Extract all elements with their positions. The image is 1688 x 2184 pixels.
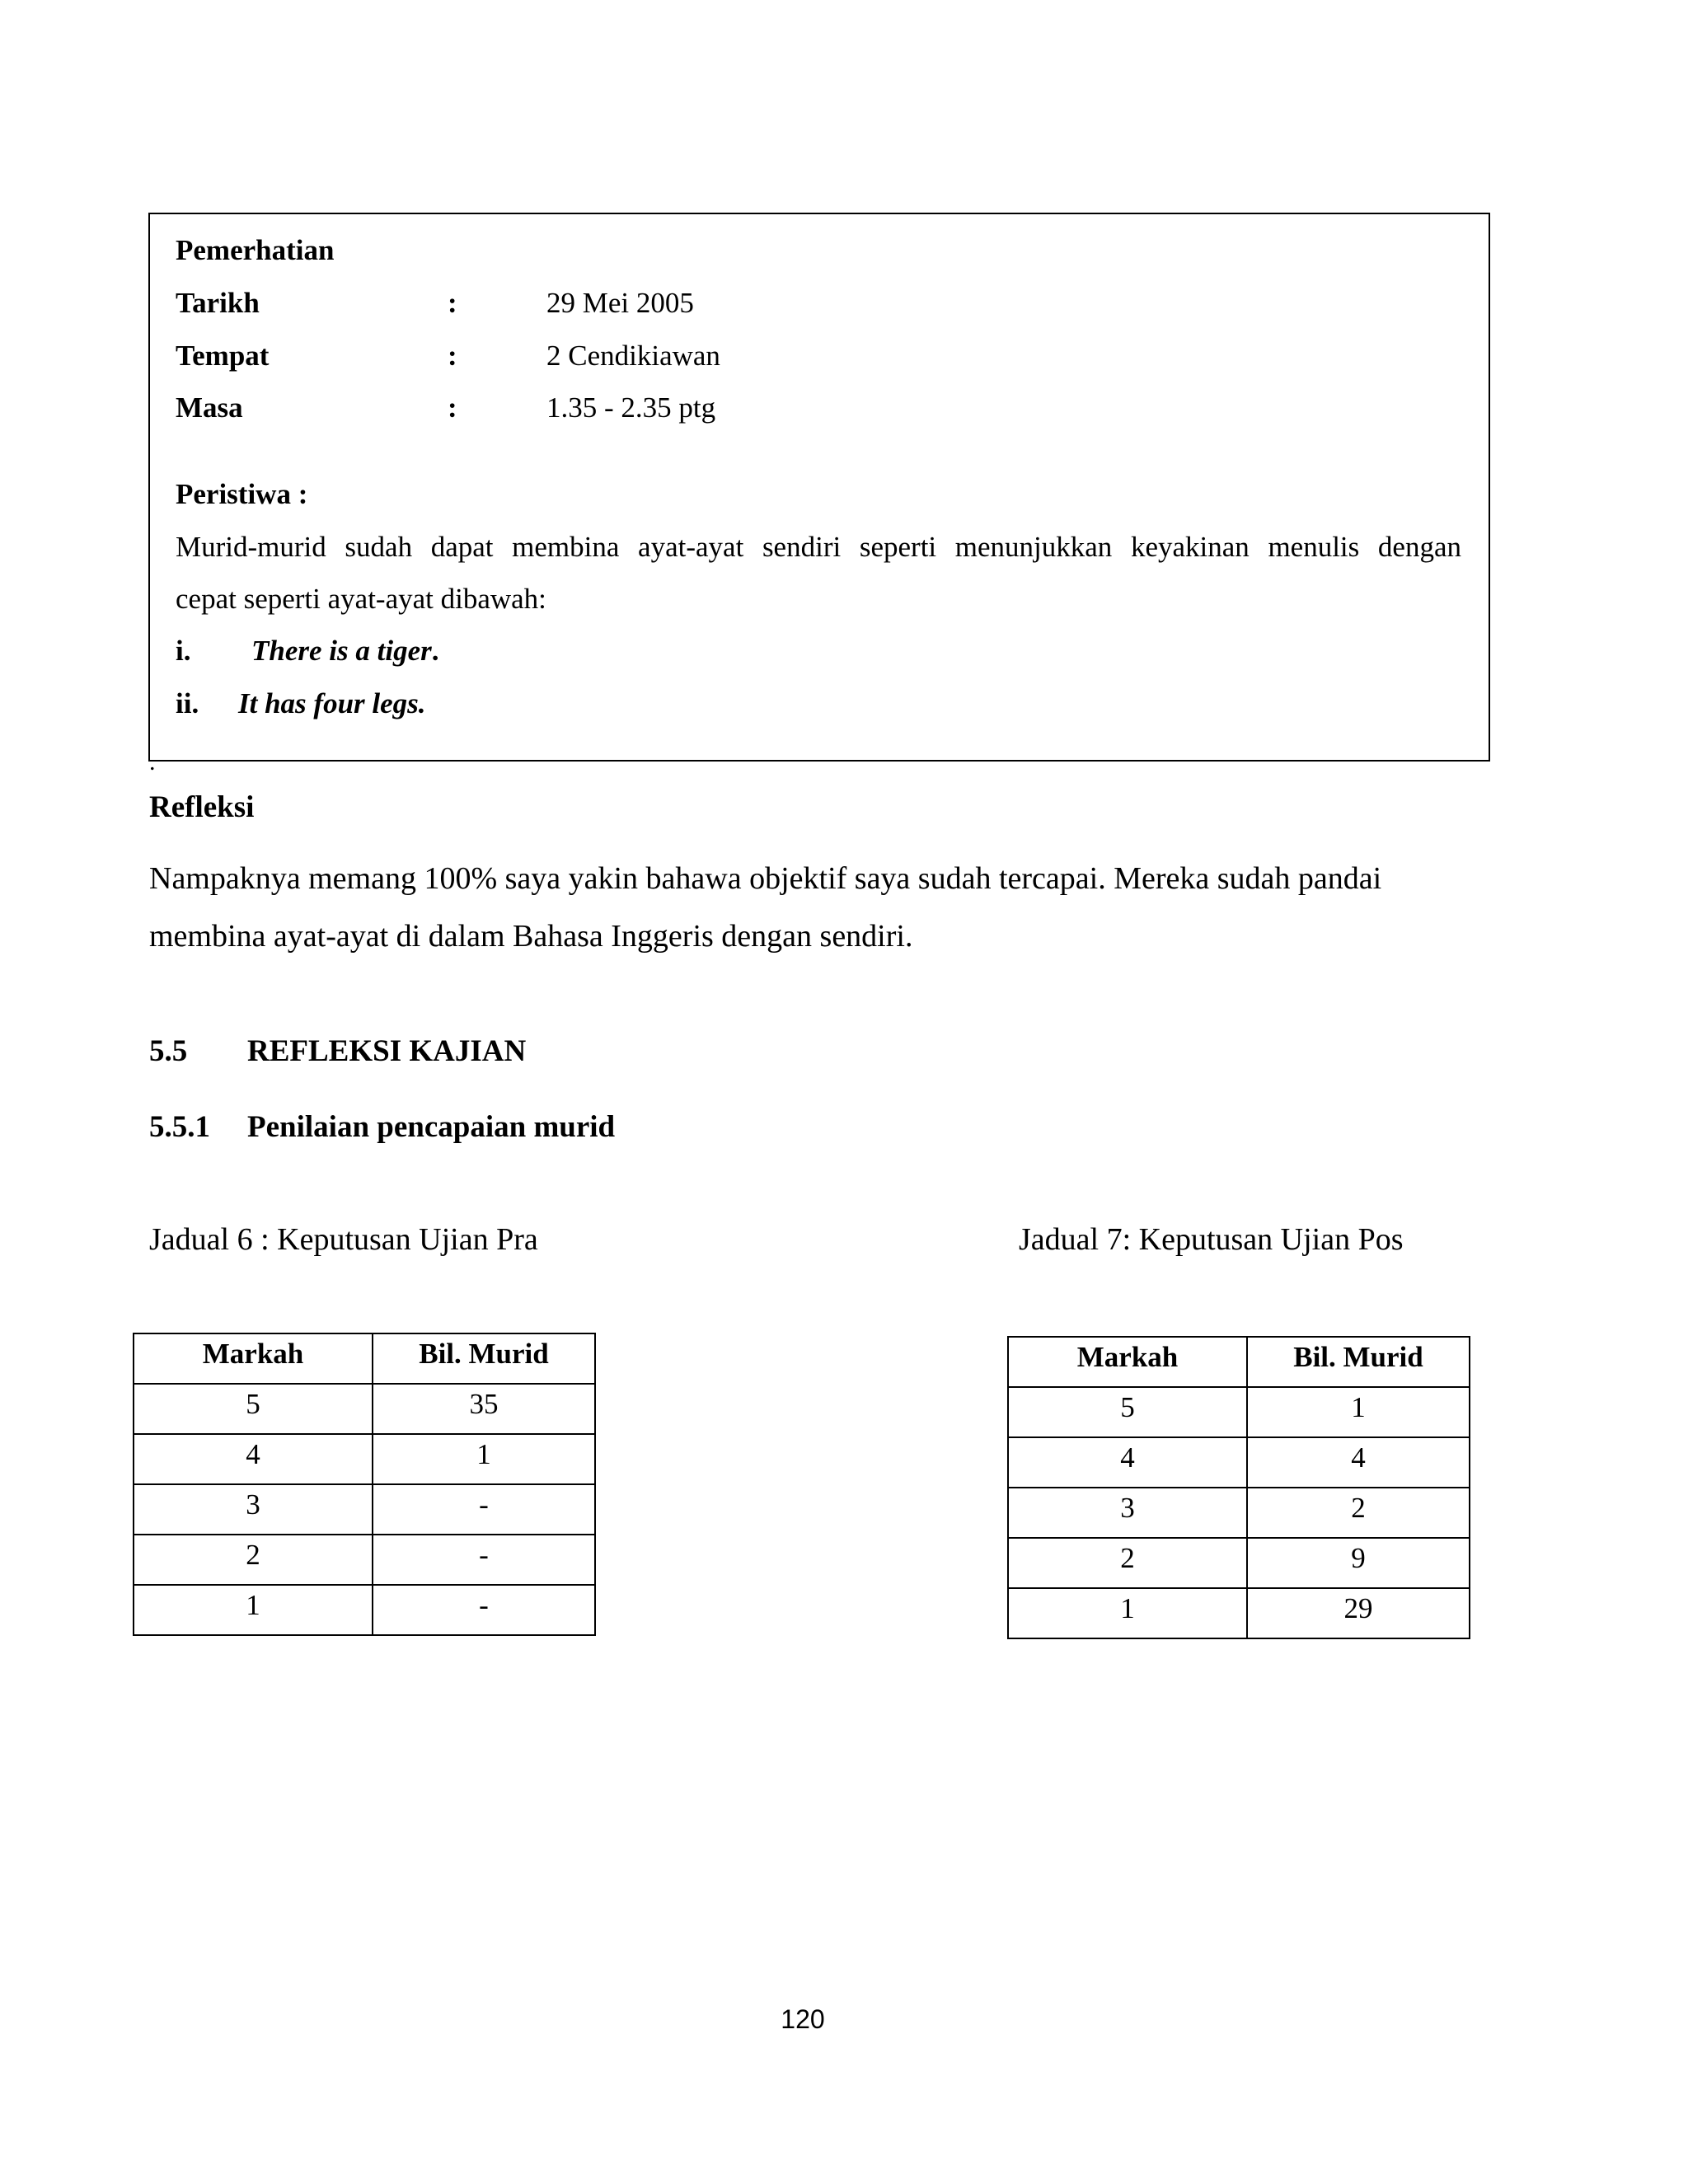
table-cell: 5: [1008, 1387, 1247, 1437]
field-value: 2 Cendikiawan: [546, 340, 720, 372]
section-title: REFLEKSI KAJIAN: [247, 1034, 527, 1068]
field-colon: :: [448, 340, 457, 372]
observation-box: [148, 213, 1490, 762]
table-row: [1008, 1588, 1470, 1638]
table-cell: -: [373, 1585, 595, 1635]
table-pre-caption: Jadual 6 : Keputusan Ujian Pra: [149, 1222, 538, 1257]
table-cell: 2: [134, 1535, 373, 1585]
table-row: [134, 1434, 595, 1484]
reflection-heading: Refleksi: [149, 790, 255, 824]
field-label: Tarikh: [176, 287, 260, 319]
field-label: Masa: [176, 391, 243, 424]
table-post-caption: Jadual 7: Keputusan Ujian Pos: [1019, 1222, 1404, 1257]
example-marker: i.: [176, 635, 191, 667]
field-label: Tempat: [176, 340, 270, 372]
table-header-row: [1008, 1337, 1470, 1387]
table-cell: 1: [373, 1434, 595, 1484]
table-row: [1008, 1538, 1470, 1588]
subsection-number: 5.5.1: [149, 1110, 210, 1144]
section-number: 5.5: [149, 1034, 188, 1068]
table-cell: 29: [1247, 1588, 1470, 1638]
reflection-line2: membina ayat-ayat di dalam Bahasa Inggeris dengan sendiri.: [149, 919, 913, 954]
table-row: [134, 1585, 595, 1635]
field-value: 1.35 - 2.35 ptg: [546, 391, 716, 424]
example-text: There is a tiger: [251, 635, 432, 667]
table-row: [134, 1535, 595, 1585]
table-header-cell: Bil. Murid: [1247, 1337, 1470, 1387]
example-item-2: [176, 687, 426, 720]
example-item-1: [176, 635, 438, 668]
table-cell: 3: [134, 1484, 373, 1535]
table-cell: 5: [134, 1384, 373, 1434]
observation-heading: Pemerhatian: [176, 234, 335, 266]
page-number: 120: [781, 2004, 825, 2034]
event-text-line2: cepat seperti ayat-ayat dibawah:: [176, 583, 546, 615]
table-row: [134, 1384, 595, 1434]
table-row: [1008, 1488, 1470, 1538]
table-cell: 4: [1247, 1437, 1470, 1488]
table-header-cell: Markah: [134, 1333, 373, 1384]
table-cell: 3: [1008, 1488, 1247, 1538]
table-row: [1008, 1437, 1470, 1488]
stray-mark: .: [149, 748, 156, 776]
field-row-masa: [150, 391, 1489, 424]
table-cell: 1: [1247, 1387, 1470, 1437]
table-cell: 35: [373, 1384, 595, 1434]
table-header-cell: Markah: [1008, 1337, 1247, 1387]
table-header-cell: Bil. Murid: [373, 1333, 595, 1384]
example-text: It has four legs.: [238, 687, 426, 719]
table-row: [134, 1484, 595, 1535]
field-colon: :: [448, 287, 457, 319]
field-row-tarikh: [150, 287, 1489, 320]
table-post: [1007, 1336, 1470, 1639]
event-heading: Peristiwa :: [176, 478, 308, 510]
table-header-row: [134, 1333, 595, 1384]
table-row: [1008, 1387, 1470, 1437]
subsection-title: Penilaian pencapaian murid: [247, 1110, 616, 1144]
table-cell: 1: [134, 1585, 373, 1635]
table-pre: [133, 1333, 596, 1636]
event-text-line1: Murid-murid sudah dapat membina ayat-ayat sendiri seperti menunjukkan keyakinan menulis dengan: [176, 531, 1461, 563]
table-cell: 4: [1008, 1437, 1247, 1488]
reflection-line1: Nampaknya memang 100% saya yakin bahawa objektif saya sudah tercapai. Mereka sudah pandai: [149, 861, 1382, 896]
field-colon: :: [448, 391, 457, 424]
table-cell: 2: [1247, 1488, 1470, 1538]
example-marker: ii.: [176, 687, 199, 719]
table-cell: -: [373, 1484, 595, 1535]
table-cell: -: [373, 1535, 595, 1585]
field-row-tempat: [150, 340, 1489, 373]
table-cell: 4: [134, 1434, 373, 1484]
table-cell: 9: [1247, 1538, 1470, 1588]
example-end: .: [431, 635, 439, 667]
table-cell: 2: [1008, 1538, 1247, 1588]
field-value: 29 Mei 2005: [546, 287, 694, 319]
table-cell: 1: [1008, 1588, 1247, 1638]
